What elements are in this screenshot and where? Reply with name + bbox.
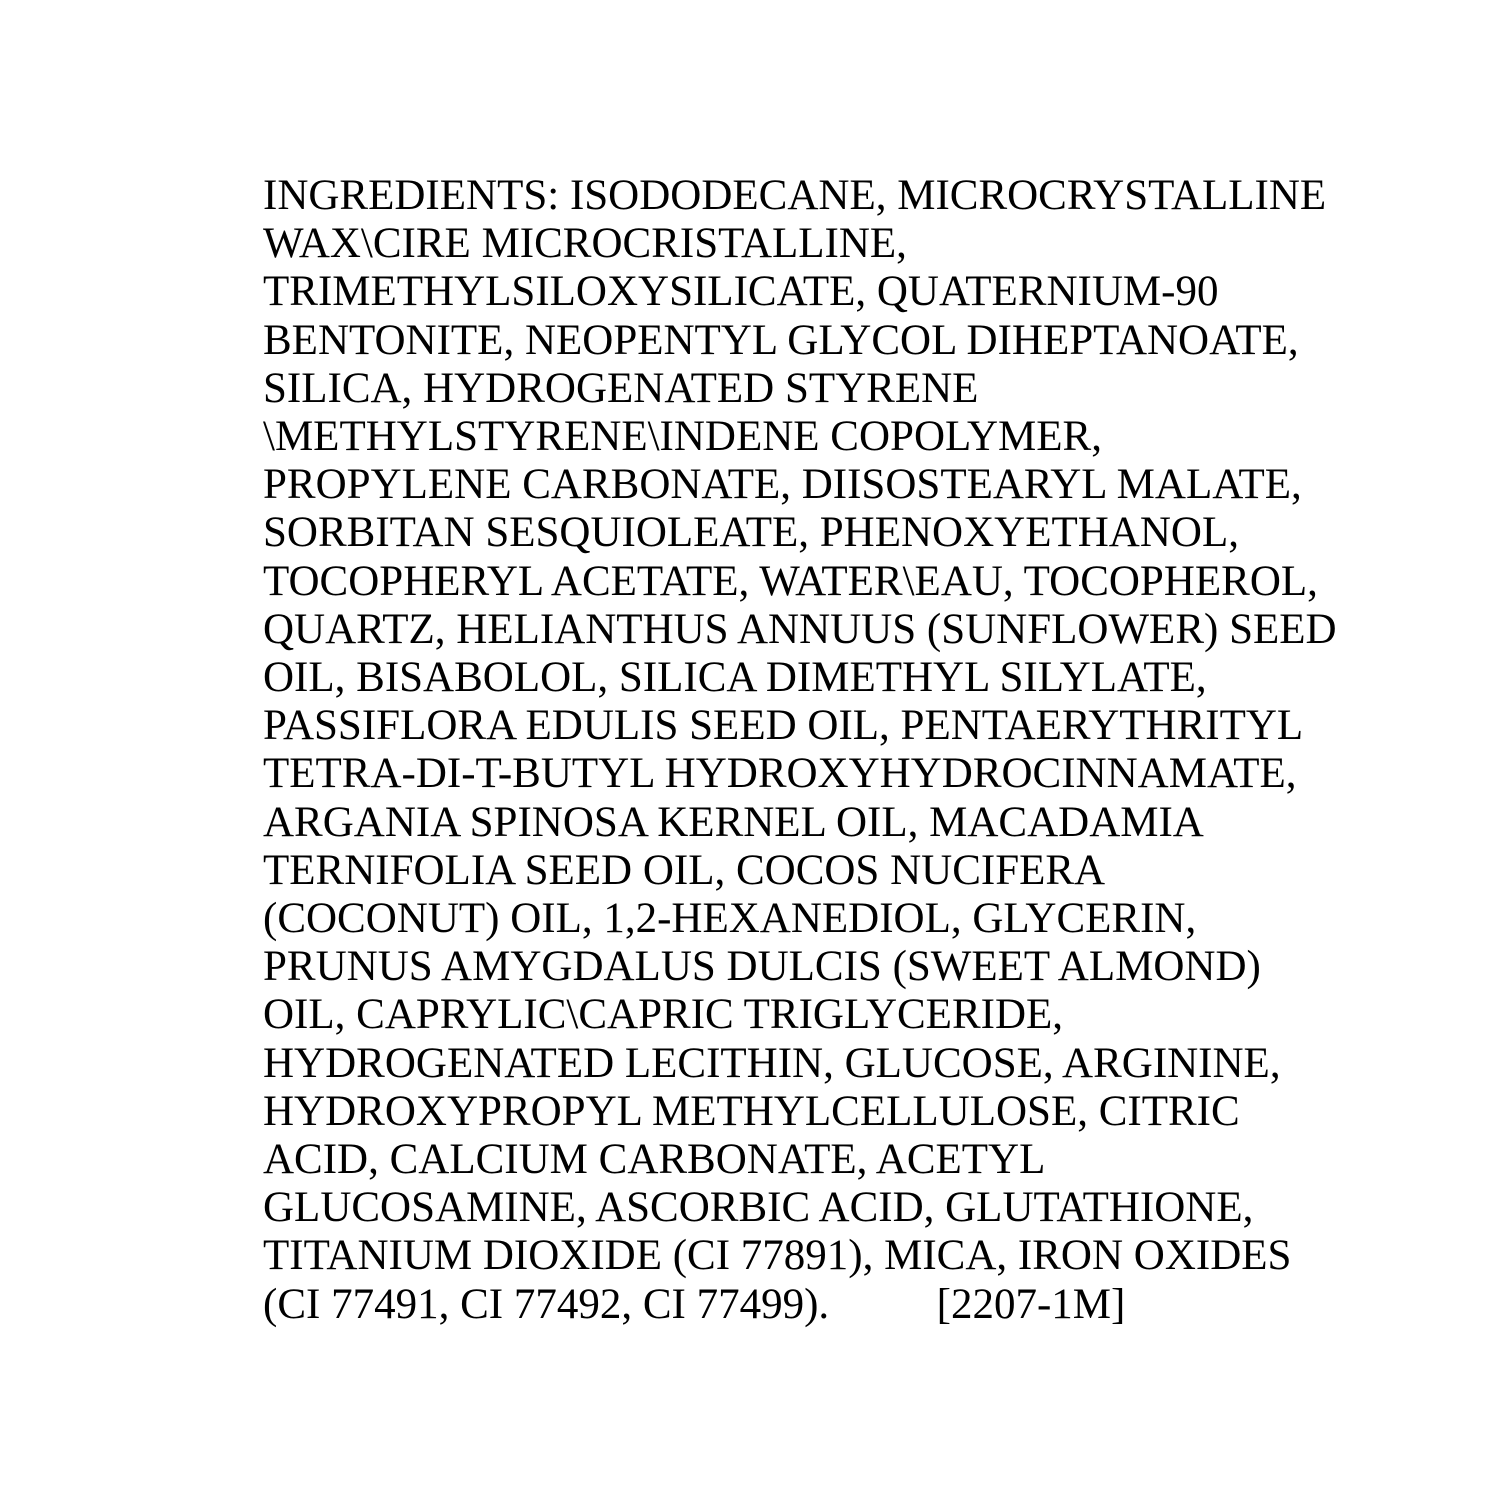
ingredients-text-block — [263, 172, 1337, 1329]
text-line: HYDROGENATED LECITHIN, GLUCOSE, ARGININE, — [263, 1039, 1281, 1087]
text-line: OIL, CAPRYLIC\CAPRIC TRIGLYCERIDE, — [263, 991, 1064, 1039]
text-line: TERNIFOLIA SEED OIL, COCOS NUCIFERA — [263, 846, 1106, 894]
text-line: PASSIFLORA EDULIS SEED OIL, PENTAERYTHRITYL — [263, 702, 1304, 750]
text-line: OIL, BISABOLOL, SILICA DIMETHYL SILYLATE, — [263, 654, 1207, 702]
text-line: GLUCOSAMINE, ASCORBIC ACID, GLUTATHIONE, — [263, 1184, 1254, 1232]
text-line: SILICA, HYDROGENATED STYRENE — [263, 364, 979, 412]
text-line: (COCONUT) OIL, 1,2-HEXANEDIOL, GLYCERIN, — [263, 895, 1197, 943]
text-line: (CI 77491, CI 77492, CI 77499). [2207-1M] — [263, 1280, 1126, 1328]
text-line: TOCOPHERYL ACETATE, WATER\EAU, TOCOPHEROL, — [263, 557, 1318, 605]
text-line: QUARTZ, HELIANTHUS ANNUUS (SUNFLOWER) SEED — [263, 605, 1337, 653]
text-line: ARGANIA SPINOSA KERNEL OIL, MACADAMIA — [263, 798, 1204, 846]
text-line: INGREDIENTS: ISODODECANE, MICROCRYSTALLINE — [263, 172, 1327, 219]
text-line: TETRA-DI-T-BUTYL HYDROXYHYDROCINNAMATE, — [263, 750, 1297, 798]
text-line: PRUNUS AMYGDALUS DULCIS (SWEET ALMOND) — [263, 943, 1261, 991]
text-line: WAX\CIRE MICROCRISTALLINE, — [263, 220, 907, 268]
text-line: TRIMETHYLSILOXYSILICATE, QUATERNIUM-90 — [263, 268, 1219, 316]
text-line: SORBITAN SESQUIOLEATE, PHENOXYETHANOL, — [263, 509, 1239, 557]
text-line: \METHYLSTYRENE\INDENE COPOLYMER, — [263, 413, 1102, 461]
text-line: HYDROXYPROPYL METHYLCELLULOSE, CITRIC — [263, 1087, 1240, 1135]
text-line: PROPYLENE CARBONATE, DIISOSTEARYL MALATE, — [263, 461, 1302, 509]
text-line: BENTONITE, NEOPENTYL GLYCOL DIHEPTANOATE, — [263, 316, 1299, 364]
text-line: TITANIUM DIOXIDE (CI 77891), MICA, IRON OXIDES — [263, 1232, 1292, 1280]
text-line: ACID, CALCIUM CARBONATE, ACETYL — [263, 1136, 1046, 1184]
